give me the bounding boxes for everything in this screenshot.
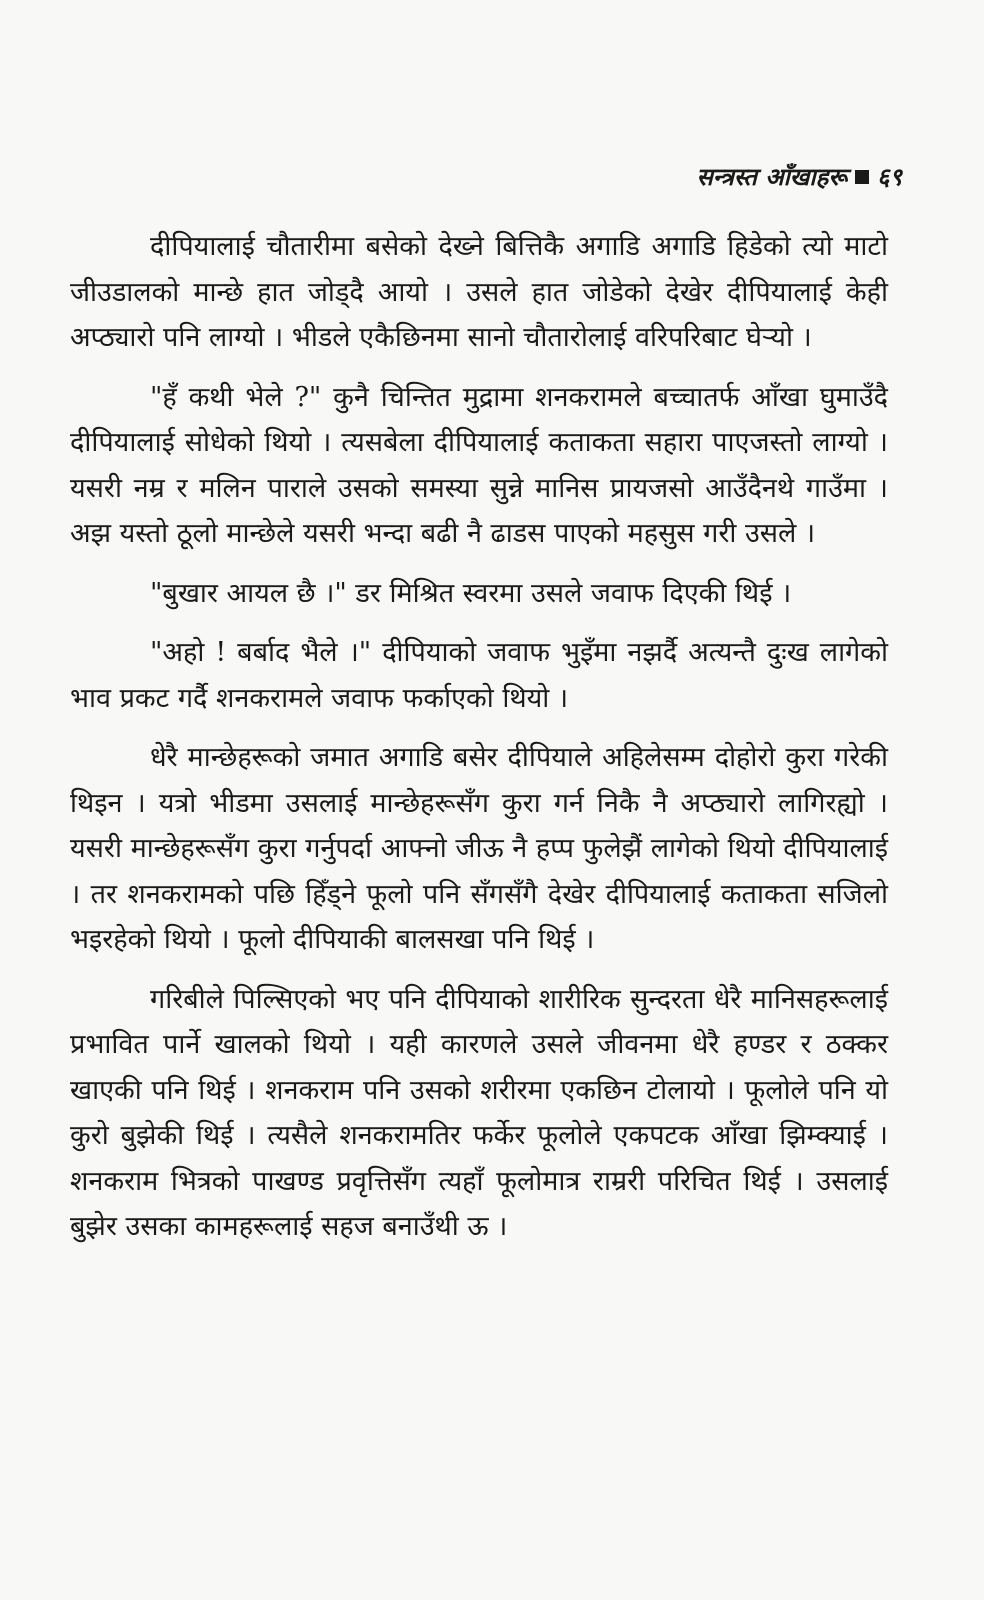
paragraph-1: दीपियालाई चौतारीमा बसेको देख्ने बित्तिकै अगाडि अगाडि हिडेको त्यो माटो जीउडालको मान्छे हात जोड्दै आयो । उसले हात जोडेको देखेर दीपियालाई केही अप्ठ्यारो पनि लाग्यो । भीडले एकैछिनमा सानो चौतारोलाई वरिपरिबाट घेऱ्यो ।	[70, 231, 888, 353]
paragraph-3: "बुखार आयल छै ।" डर मिश्रित स्वरमा उसले जवाफ दिएकी थिई ।	[150, 577, 792, 609]
running-header	[697, 160, 902, 193]
paragraph-6: गरिबीले पिल्सिएको भए पनि दीपियाको शारीरिक सुन्दरता धेरै मानिसहरूलाई प्रभावित पार्ने खालको थियो । यही कारणले उसले जीवनमा धेरै हण्डर र ठक्कर खाएकी पनि थिई । शनकराम पनि उसको शरीरमा एकछिन टोलायो । फूलोले पनि यो कुरो बुझेकी थिई । त्यसैले शनकरामतिर फर्केर फूलोले एकपटक आँखा झिम्क्याई । शनकराम भित्रको पाखण्ड प्रवृत्तिसँग त्यहाँ फूलोमात्र राम्ररी परिचित थिई । उसलाई बुझेर उसका कामहरूलाई सहज बनाउँथी ऊ ।	[70, 983, 888, 1242]
paragraph-2: "हँ कथी भेले ?" कुनै चिन्तित मुद्रामा शनकरामले बच्चातर्फ आँखा घुमाउँदै दीपियालाई सोधेको थियो । त्यसबेला दीपियालाई कताकता सहारा पाएजस्तो लाग्यो । यसरी नम्र र मलिन पाराले उसको समस्या सुन्ने मानिस प्रायजसो आउँदैनथे गाउँमा । अझ यस्तो ठूलो मान्छेले यसरी भन्दा बढी नै ढाडस पाएको महसुस गरी उसले ।	[70, 381, 888, 549]
page-body	[70, 224, 888, 1264]
paragraph-5: धेरै मान्छेहरूको जमात अगाडि बसेर दीपियाले अहिलेसम्म दोहोरो कुरा गरेकी थिइन । यत्रो भीडमा उसलाई मान्छेहरूसँग कुरा गर्न निकै नै अप्ठ्यारो लागिरह्यो । यसरी मान्छेहरूसँग कुरा गर्नुपर्दा आफ्नो जीऊ नै हप्प फुलेझैं लागेको थियो दीपियालाई । तर शनकरामको पछि हिँड्ने फूलो पनि सँगसँगै देखेर दीपियालाई कताकता सजिलो भइरहेको थियो । फूलो दीपियाकी बालसखा पनि थिई ।	[70, 742, 888, 955]
running-header-title: सन्त्रस्त आँखाहरू	[696, 162, 848, 191]
paragraph-4: "अहो ! बर्बाद भैले ।" दीपियाको जवाफ भुइँमा नझर्दै अत्यन्तै दुःख लागेको भाव प्रकट गर्दै शनकरामले जवाफ फर्काएको थियो ।	[70, 637, 888, 714]
page-number: ६९	[877, 162, 902, 191]
header-square-icon	[855, 170, 869, 184]
